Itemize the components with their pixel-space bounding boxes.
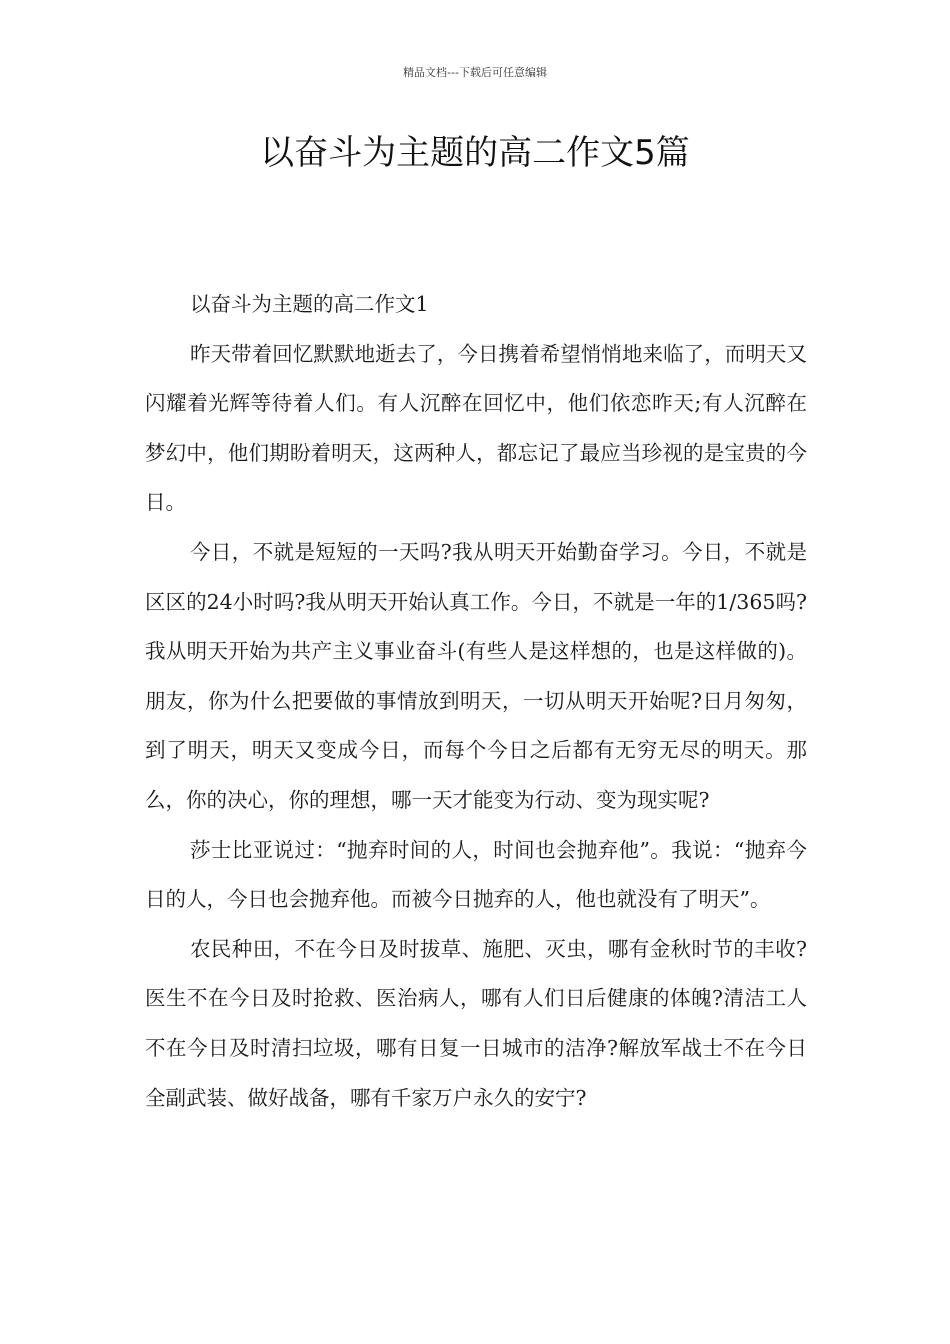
document-body <box>145 280 807 1123</box>
paragraph-4: 农民种田，不在今日及时拔草、施肥、灭虫，哪有金秋时节的丰收?医生不在今日及时抢救、医治病人，哪有人们日后健康的体魄?清洁工人不在今日及时清扫垃圾，哪有日复一日城市的洁净?解放军战士不在今日全副武装、做好战备，哪有千家万户永久的安宁? <box>145 936 807 1110</box>
paragraph-1: 昨天带着回忆默默地逝去了，今日携着希望悄悄地来临了，而明天又闪耀着光辉等待着人们。有人沉醉在回忆中，他们依恋昨天;有人沉醉在梦幻中，他们期盼着明天，这两种人，都忘记了最应当珍视的是宝贵的今日。 <box>145 341 807 515</box>
paragraph-2: 今日，不就是短短的一天吗?我从明天开始勤奋学习。今日，不就是区区的24小时吗?我从明天开始认真工作。今日，不就是一年的1/365吗?我从明天开始为共产主义事业奋斗(有些人是这样想的，也是这样做的)。朋友，你为什么把要做的事情放到明天，一切从明天开始呢?日月匆匆，到了明天，明天又变成今日，而每个今日之后都有无穷无尽的明天。那么，你的决心，你的理想，哪一天才能变为行动、变为现实呢? <box>145 539 807 812</box>
essay-subtitle: 以奋斗为主题的高二作文1 <box>190 292 429 316</box>
document-title: 以奋斗为主题的高二作文5篇 <box>260 133 690 173</box>
paragraph-3: 莎士比亚说过：“抛弃时间的人，时间也会抛弃他”。我说：“抛弃今日的人，今日也会抛弃他。而被今日抛弃的人，他也就没有了明天”。 <box>145 837 807 912</box>
header-note: 精品文档---下载后可任意编辑 <box>403 66 547 79</box>
